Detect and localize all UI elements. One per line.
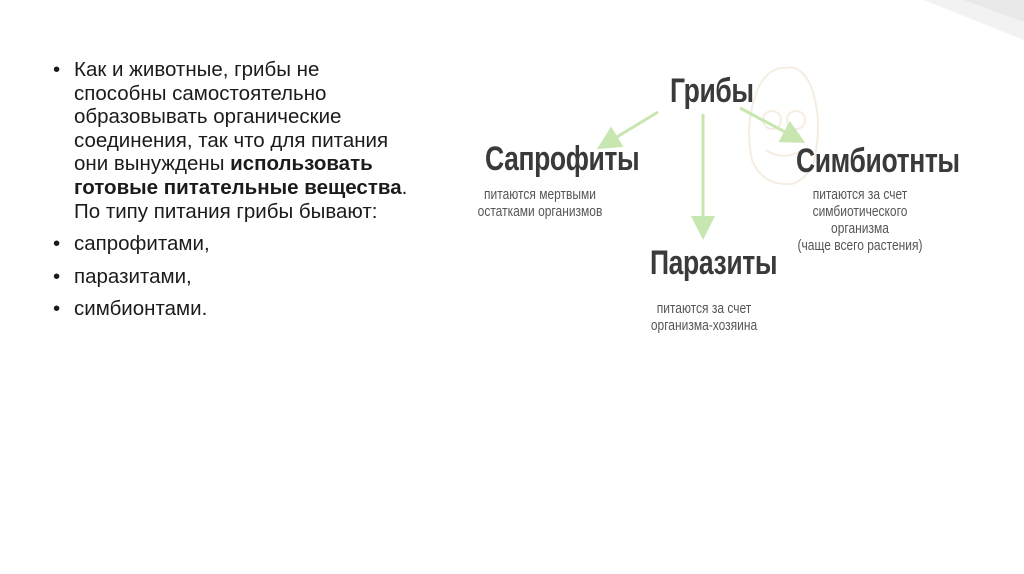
node-parasites-title: Паразиты (650, 244, 778, 282)
list-item: • сапрофитами, (50, 232, 410, 256)
list-item: • паразитами, (50, 265, 410, 289)
node-parasites-desc: питаются за счет организма-хозяина (650, 300, 758, 334)
bold-phrase: использовать готовые питательные вещества (74, 152, 402, 199)
node-saprophytes-title: Сапрофиты (485, 140, 640, 178)
bullet-list (50, 58, 410, 330)
node-symbionts-desc: питаются за счет симбиотического организма (чаще всего растения) (797, 186, 923, 254)
node-saprophytes-desc: питаются мертвыми остатками организмов (477, 186, 603, 220)
list-item-intro: • Как и животные, грибы не способны самостоятельно образовывать органические соединения, так что для питания они вынуждены использовать готовые питательные вещества. По типу питания грибы бывают: (50, 58, 410, 223)
fungi-diagram (440, 50, 980, 350)
node-symbionts-title: Симбиотнты (796, 142, 960, 180)
list-item: • симбионтами. (50, 297, 410, 321)
node-root-title: Грибы (670, 72, 754, 110)
